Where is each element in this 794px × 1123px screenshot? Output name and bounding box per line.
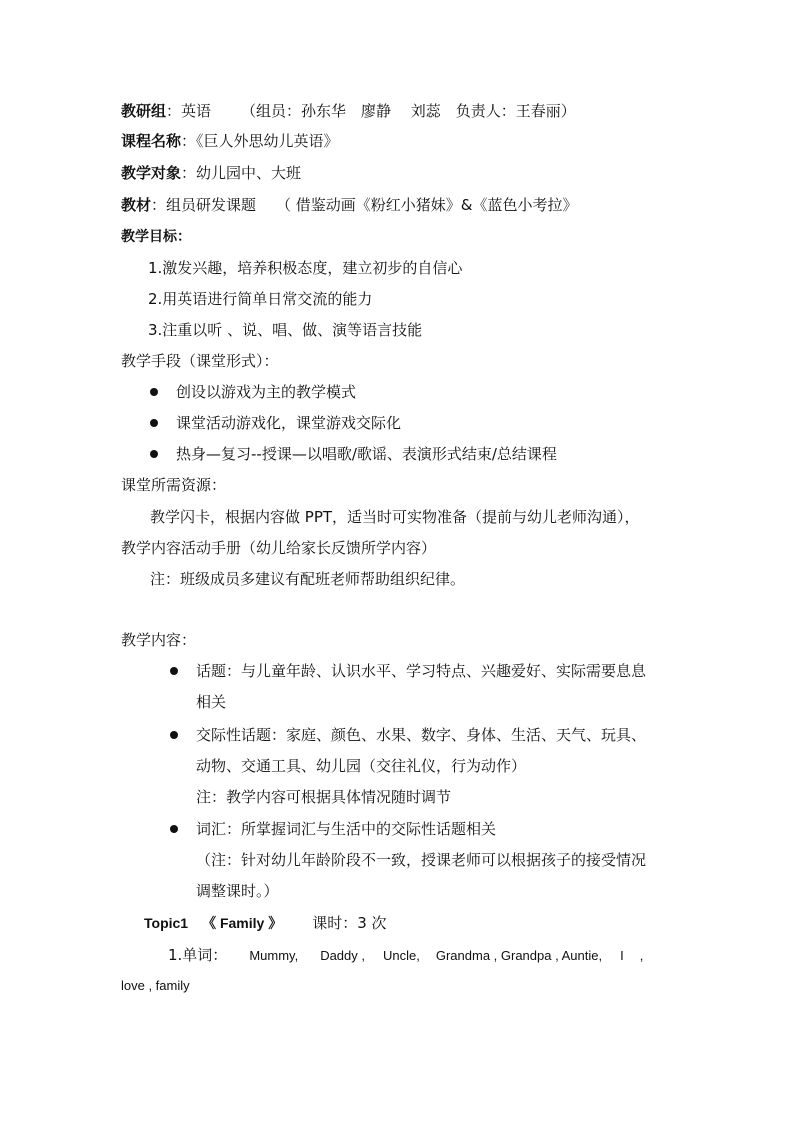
resources-line: 教学内容活动手册（幼儿给家长反馈所学内容）: [121, 539, 437, 557]
content-item: 词汇：所掌握词汇与生活中的交际性话题相关: [196, 820, 497, 838]
method-item: 创设以游戏为主的教学模式: [176, 383, 357, 401]
topic-line: [144, 913, 387, 933]
material-label: 教材: [121, 196, 152, 214]
vocab-word: Mummy,: [249, 948, 299, 963]
material-value: ：组员研发课题: [151, 196, 257, 214]
group-value: ：英语: [166, 102, 212, 120]
bullet-icon: [150, 388, 158, 396]
topic-label: Topic1: [144, 915, 189, 931]
content-item: 动物、交通工具、幼儿园（交往礼仪，行为动作）: [196, 757, 527, 775]
method-item: 课堂活动游戏化，课堂游戏交际化: [176, 414, 402, 432]
content-item: 调整课时。）: [196, 882, 279, 900]
group-label: 教研组: [121, 102, 167, 120]
goal-item: 1.激发兴趣，培养积极态度，建立初步的自信心: [148, 259, 463, 277]
target-line: [121, 163, 301, 183]
vocab-label: 1.单词：: [168, 946, 228, 964]
course-line: [121, 131, 339, 151]
topic-name: 《 Family 》: [202, 915, 283, 931]
vocab-word: Uncle,: [383, 948, 420, 963]
content-item: （注：针对幼儿年龄阶段不一致，授课老师可以根据孩子的接受情况: [196, 851, 647, 869]
bullet-icon: [170, 825, 178, 833]
content-item: 话题：与儿童年龄、认识水平、学习特点、兴趣爱好、实际需要息息: [196, 662, 647, 680]
goal-item: 3.注重以听 、说、唱、做、演等语言技能: [148, 321, 423, 339]
vocab-line: [168, 945, 643, 965]
vocab-line-2: love , family: [121, 978, 190, 993]
resources-note: 注：班级成员多建议有配班老师帮助组织纪律。: [150, 570, 466, 588]
target-label: 教学对象: [121, 164, 182, 182]
goals-heading: 教学目标：: [121, 229, 191, 245]
group-members: （组员：孙东华 廖静 刘蕊 负责人：王春丽）: [241, 102, 576, 120]
bullet-icon: [170, 667, 178, 675]
bullet-icon: [150, 419, 158, 427]
resources-line: 教学闪卡，根据内容做 PPT，适当时可实物准备（提前与幼儿老师沟通），: [150, 508, 640, 526]
vocab-word: Grandma , Grandpa , Auntie,: [435, 948, 603, 963]
material-note: （ 借鉴动画《粉红小猪妹》&《蓝色小考拉》: [276, 196, 578, 214]
group-line: [121, 101, 576, 121]
topic-hours: 课时：3 次: [312, 914, 387, 932]
resources-heading: 课堂所需资源：: [121, 476, 227, 494]
bullet-icon: [170, 731, 178, 739]
method-item: 热身—复习--授课—以唱歌/歌谣、表演形式结束/总结课程: [176, 445, 557, 463]
material-line: [121, 195, 578, 215]
content-item: 相关: [196, 693, 227, 711]
content-heading: 教学内容：: [121, 631, 197, 649]
content-note: 注：教学内容可根据具体情况随时调节: [196, 788, 452, 806]
content-item: 交际性话题：家庭、颜色、水果、数字、身体、生活、天气、玩具、: [196, 726, 647, 744]
bullet-icon: [150, 450, 158, 458]
vocab-word: Daddy ,: [320, 948, 365, 963]
goal-item: 2.用英语进行简单日常交流的能力: [148, 290, 373, 308]
course-label: 课程名称: [121, 132, 182, 150]
course-value: ：《巨人外思幼儿英语》: [181, 132, 339, 150]
methods-heading: 教学手段（课堂形式）：: [121, 352, 279, 370]
vocab-word: ,: [639, 948, 644, 963]
target-value: ：幼儿园中、大班: [181, 164, 302, 182]
vocab-word: I: [620, 948, 624, 963]
